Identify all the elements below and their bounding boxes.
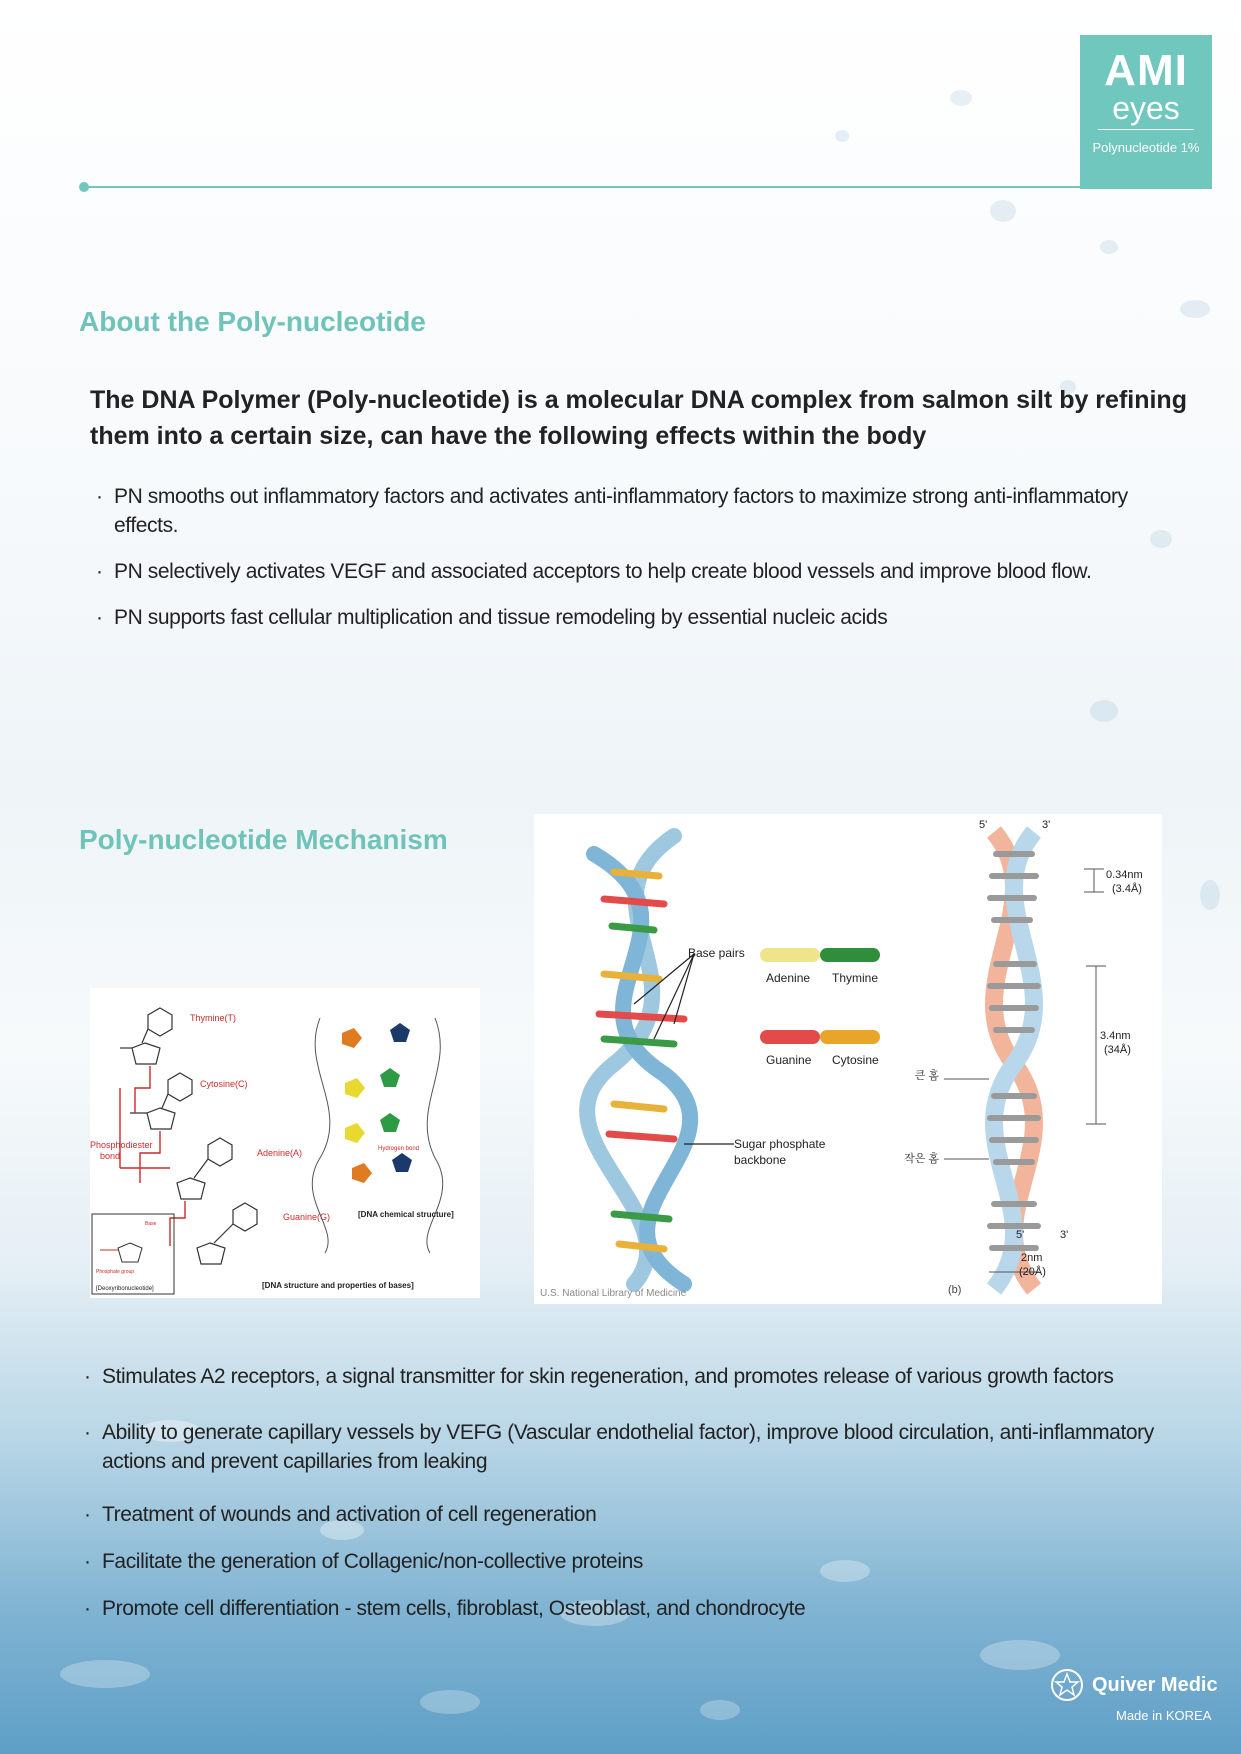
phosphodiester-label-1: Phosphodiester	[90, 1140, 153, 1150]
about-heading: About the Poly-nucleotide	[79, 306, 426, 337]
cytosine-swatch	[820, 1030, 880, 1044]
company-name: Quiver Medic	[1092, 1674, 1218, 1696]
chemical-structure-diagram	[90, 988, 480, 1298]
header-line	[84, 186, 1080, 188]
logo-sub: eyes	[1112, 90, 1180, 126]
list-item: · Facilitate the generation of Collagenic/non-collective proteins	[78, 1547, 1188, 1576]
cytosine-legend: Cytosine	[832, 1053, 879, 1067]
cytosine-label: Cytosine(C)	[200, 1079, 248, 1089]
dna-double-helix-figure	[534, 814, 1162, 1304]
phosphodiester-label-2: bond	[100, 1151, 121, 1161]
minor-groove-label: 작은 홈	[904, 1153, 939, 1165]
pitch-label-2: (34Å)	[1104, 1044, 1131, 1056]
nlm-credit: U.S. National Library of Medicine	[540, 1288, 687, 1299]
adenine-label: Adenine(A)	[257, 1148, 303, 1158]
double-helix-diagram	[534, 814, 1162, 1304]
base-pair-shapes	[342, 1023, 412, 1183]
logo-rule	[1098, 129, 1194, 130]
deoxy-caption: [Deoxyribonucleotide]	[96, 1286, 154, 1292]
thymine-label: Thymine(T)	[190, 1013, 237, 1023]
pitch-label-1: 3.4nm	[1100, 1030, 1131, 1042]
list-item: · Promote cell differentiation - stem cells, fibroblast, Osteoblast, and chondrocyte	[78, 1594, 1188, 1623]
panel-label: (b)	[948, 1284, 962, 1296]
list-item: · PN supports fast cellular multiplication and tissue remodeling by essential nucleic acids	[90, 603, 1190, 632]
five-prime-bottom: 5'	[1016, 1229, 1025, 1241]
deoxyribonucleotide-inset	[92, 1214, 174, 1294]
made-in-label: Made in KOREA	[1116, 1708, 1212, 1723]
rise-label-2: (3.4Å)	[1112, 883, 1142, 895]
list-item: · PN selectively activates VEGF and associated acceptors to help create blood vessels and improve blood flow.	[90, 557, 1190, 586]
adenine-swatch	[760, 948, 820, 962]
adenine-legend: Adenine	[766, 971, 811, 985]
width-label-1: 2nm	[1021, 1252, 1043, 1264]
guanine-legend: Guanine	[766, 1053, 812, 1067]
hydrogen-bond-label: Hydrogen bond	[378, 1146, 420, 1152]
phosphate-small-label: Phosphate group	[96, 1269, 135, 1275]
backbone-label-1: Sugar phosphate	[734, 1137, 826, 1151]
three-prime-top: 3'	[1042, 819, 1051, 831]
mechanism-heading: Poly-nucleotide Mechanism	[79, 824, 448, 855]
mechanism-bullet-list	[78, 1362, 1188, 1623]
list-item: · Treatment of wounds and activation of cell regeneration	[78, 1500, 1188, 1529]
dna-chemical-structure-figure	[90, 988, 480, 1298]
guanine-swatch	[760, 1030, 820, 1044]
rise-label-1: 0.34nm	[1106, 869, 1143, 881]
ami-eyes-logo	[1080, 35, 1212, 189]
three-prime-bottom: 3'	[1060, 1229, 1069, 1241]
base-small-label: Base	[145, 1221, 157, 1227]
list-item: · Stimulates A2 receptors, a signal transmitter for skin regeneration, and promotes release of various growth factors	[78, 1362, 1188, 1391]
logo-brand: AMI	[1104, 46, 1188, 95]
quiver-medic-logo-icon	[1050, 1668, 1084, 1702]
about-lead: The DNA Polymer (Poly-nucleotide) is a molecular DNA complex from salmon silt by refining them into a certain size, can have the following effects within the body	[90, 386, 1187, 450]
thymine-swatch	[820, 948, 880, 962]
list-item: · Ability to generate capillary vessels by VEFG (Vascular endothelial factor), improve blood circulation, anti-inflammatory actions and prevent capillaries from leaking	[78, 1418, 1188, 1476]
struct-caption: [DNA structure and properties of bases]	[262, 1281, 414, 1290]
backbone-label-2: backbone	[734, 1153, 787, 1167]
major-groove-label: 큰 홈	[914, 1070, 939, 1082]
logo-tagline: Polynucleotide 1%	[1092, 140, 1200, 155]
list-item: · PN smooths out inflammatory factors and activates anti-inflammatory factors to maximize strong anti-inflammatory effects.	[90, 482, 1190, 540]
base-pairs-label: Base pairs	[688, 946, 745, 960]
width-label-2: (20Å)	[1019, 1266, 1046, 1278]
about-bullet-list	[90, 482, 1190, 632]
thymine-legend: Thymine	[832, 971, 879, 985]
five-prime-top: 5'	[979, 819, 988, 831]
guanine-label: Guanine(G)	[283, 1212, 331, 1222]
chem-structure-caption: [DNA chemical structure]	[358, 1210, 454, 1219]
